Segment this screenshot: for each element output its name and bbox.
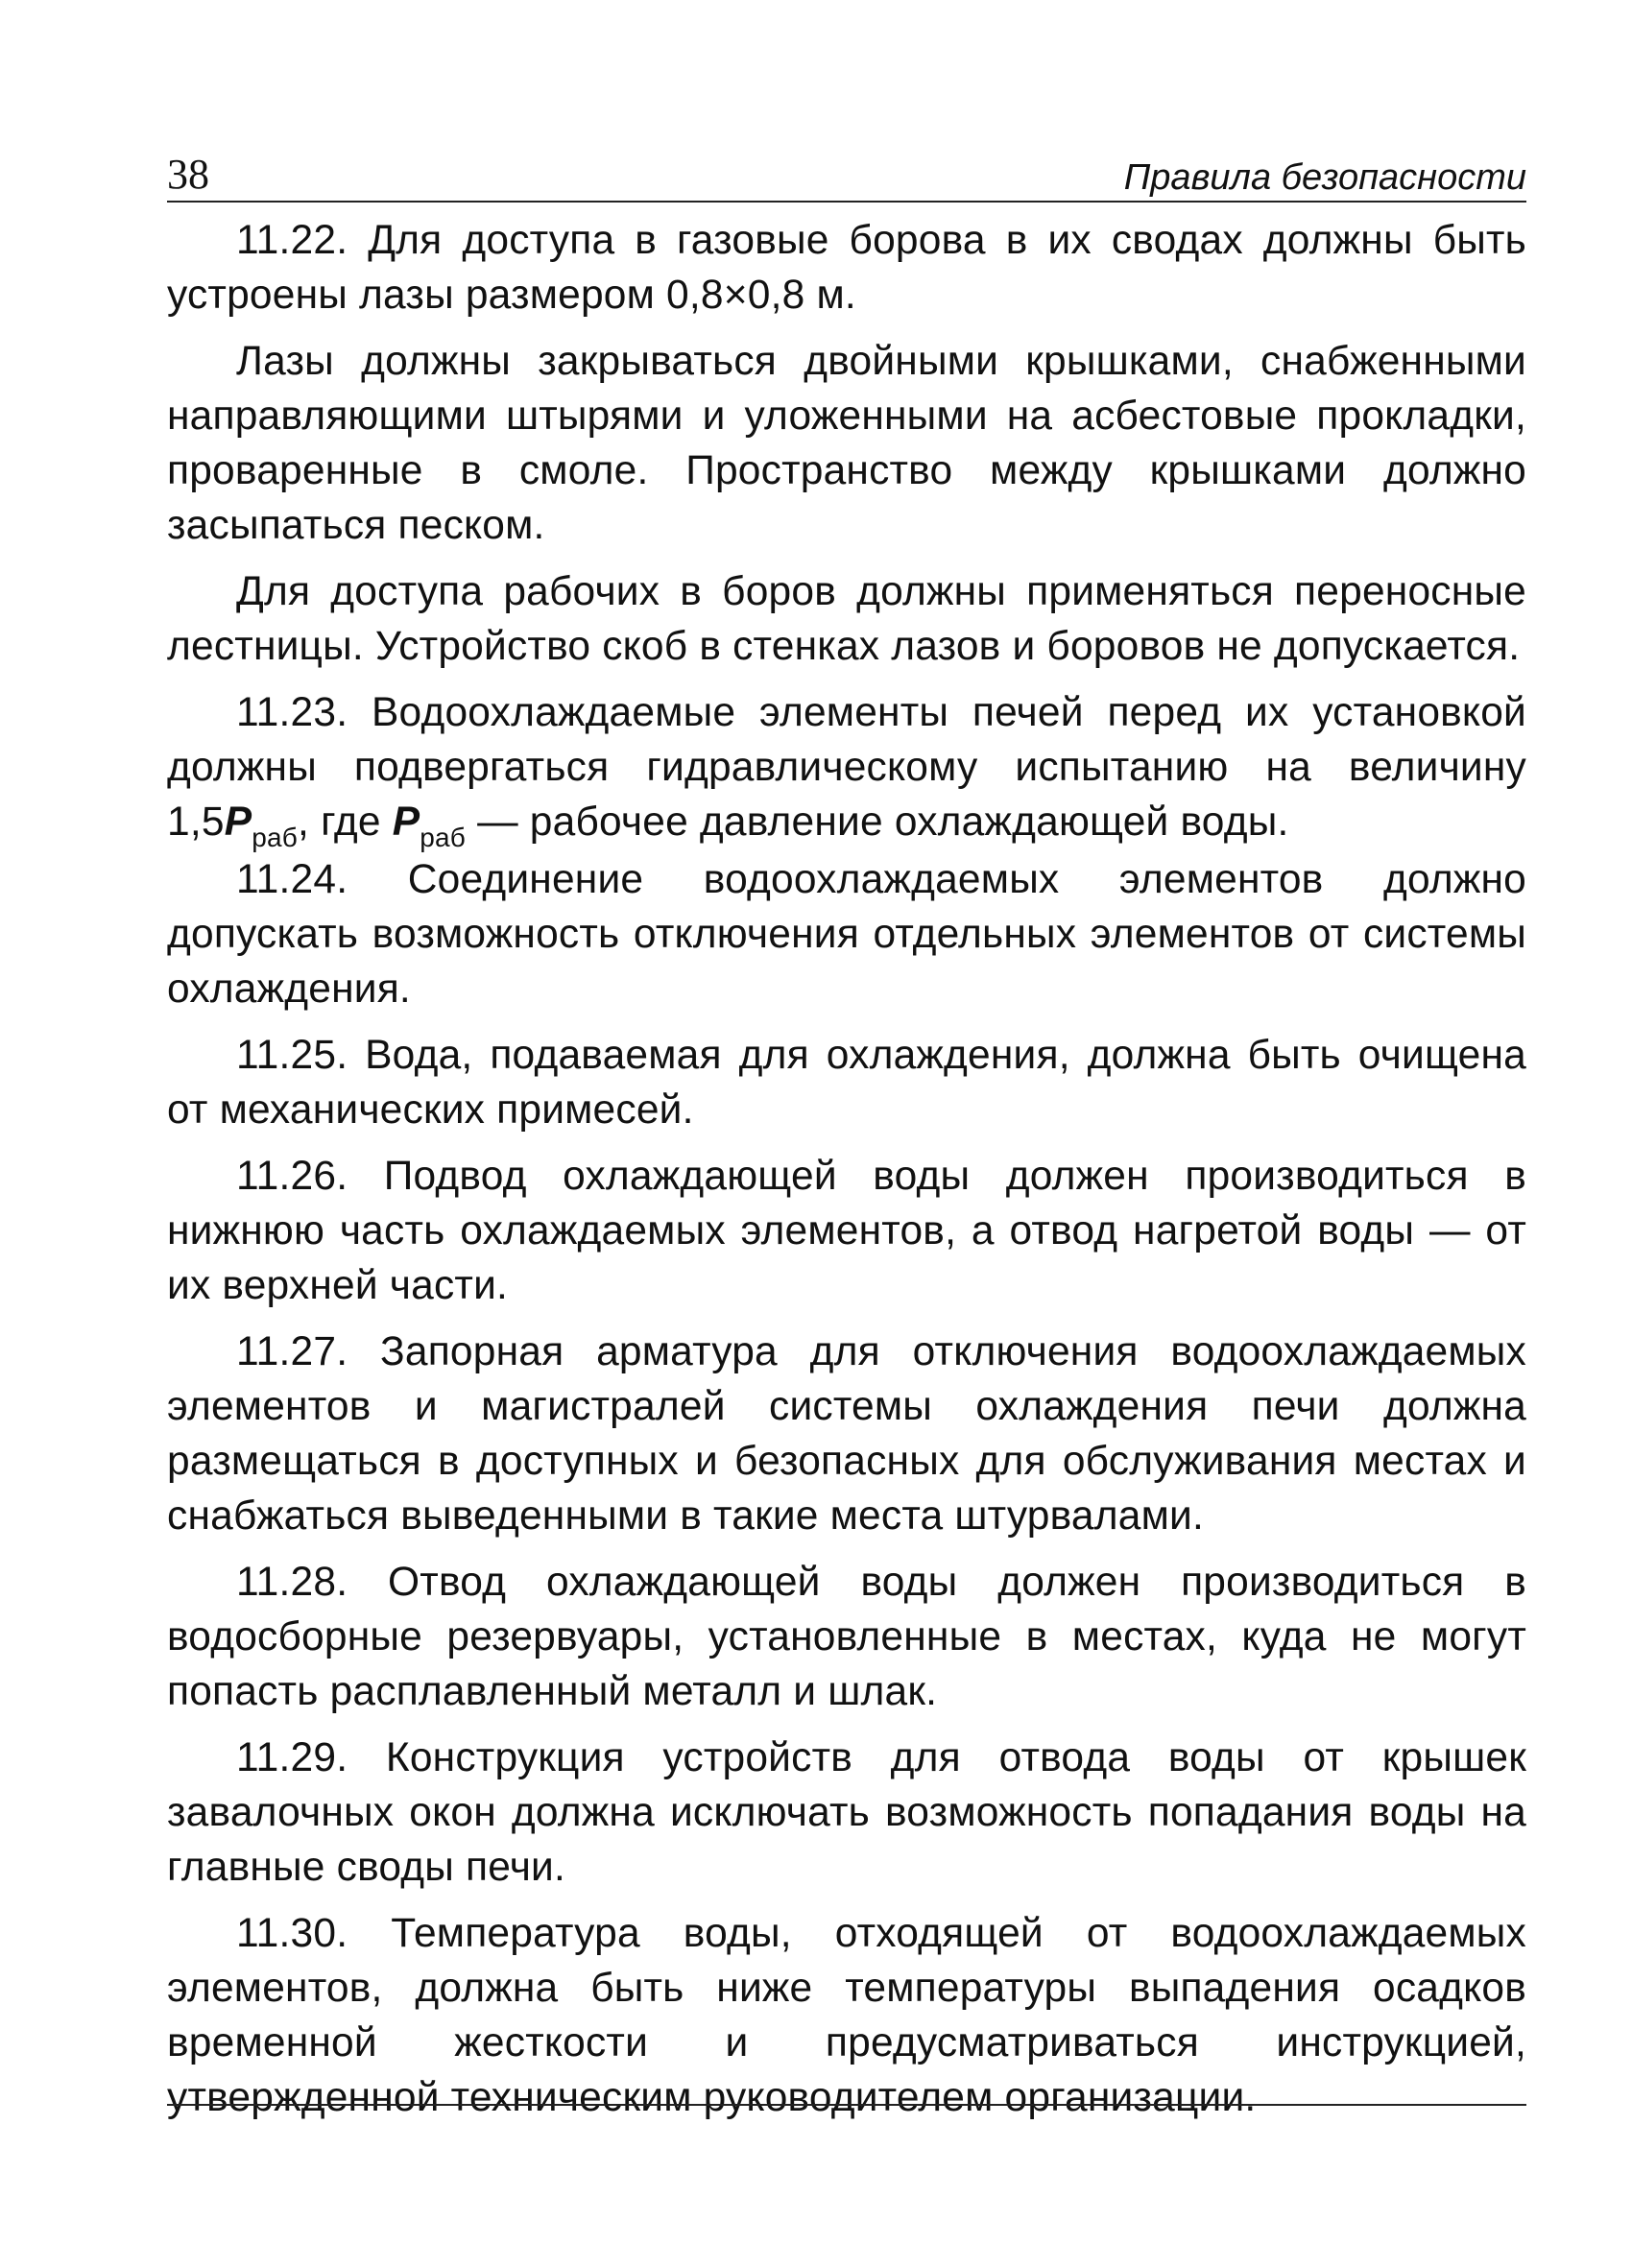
footer-rule [167, 2104, 1526, 2106]
pressure-subscript-2: раб [420, 823, 467, 852]
paragraph-lazy: Лазы должны закрываться двойными крышками, снабженными направляющими штырями и уложенными на асбестовые прокладки, проваренные в смоле. Пространство между крышками должно засыпаться песком. [167, 339, 1526, 548]
running-title: Правила безопасности [1123, 157, 1526, 198]
body-text [167, 213, 1526, 2137]
paragraph-11-23-start: 11.23. Водоохлаждаемые элементы печей перед их установкой должны подвергаться гидравлическому испытанию на величину 1,5 [167, 690, 1526, 845]
paragraph-11-25: 11.25. Вода, подаваемая для охлаждения, должна быть очищена от механических примесей. [167, 1033, 1526, 1133]
paragraph-11-30: 11.30. Температура воды, отходящей от водоохлаждаемых элементов, должна быть ниже температуры выпадения осадков временной жесткости и предусматриваться инструкцией, утвержденной техническим руководителем организации. [167, 1911, 1526, 2120]
pressure-subscript: раб [252, 823, 299, 852]
paragraph-dostup: Для доступа рабочих в боров должны применяться переносные лестницы. Устройство скоб в стенках лазов и боровов не допускается. [167, 569, 1526, 669]
paragraph-11-23-end: — рабочее давление охлаждающей воды. [466, 800, 1289, 845]
page-header [167, 152, 1526, 200]
page-number: 38 [167, 151, 209, 198]
pressure-symbol-2: P [392, 800, 420, 845]
paragraph-11-27: 11.27. Запорная арматура для отключения водоохлаждаемых элементов и магистралей системы охлаждения печи должна размещаться в доступных и безопасных для обслуживания местах и снабжаться выведенными в такие места штурвалами. [167, 1329, 1526, 1539]
paragraph-11-23-mid: , где [298, 800, 393, 845]
paragraph-11-26: 11.26. Подвод охлаждающей воды должен производиться в нижнюю часть охлаждаемых элементов, а отвод нагретой воды — от их верхней части. [167, 1154, 1526, 1308]
paragraph-11-28: 11.28. Отвод охлаждающей воды должен производиться в водосборные резервуары, установленные в местах, куда не могут попасть расплавленный металл и шлак. [167, 1560, 1526, 1714]
paragraph-11-22: 11.22. Для доступа в газовые борова в их сводах должны быть устроены лазы размером 0,8×0,8 м. [167, 218, 1526, 318]
pressure-symbol: P [224, 800, 252, 845]
header-rule [167, 201, 1526, 203]
paragraph-11-23 [167, 685, 1526, 852]
paragraph-11-24: 11.24. Соединение водоохлаждаемых элементов должно допускать возможность отключения отдельных элементов от системы охлаждения. [167, 857, 1526, 1012]
paragraph-11-29: 11.29. Конструкция устройств для отвода воды от крышек завалочных окон должна исключать возможность попадания воды на главные своды печи. [167, 1735, 1526, 1890]
